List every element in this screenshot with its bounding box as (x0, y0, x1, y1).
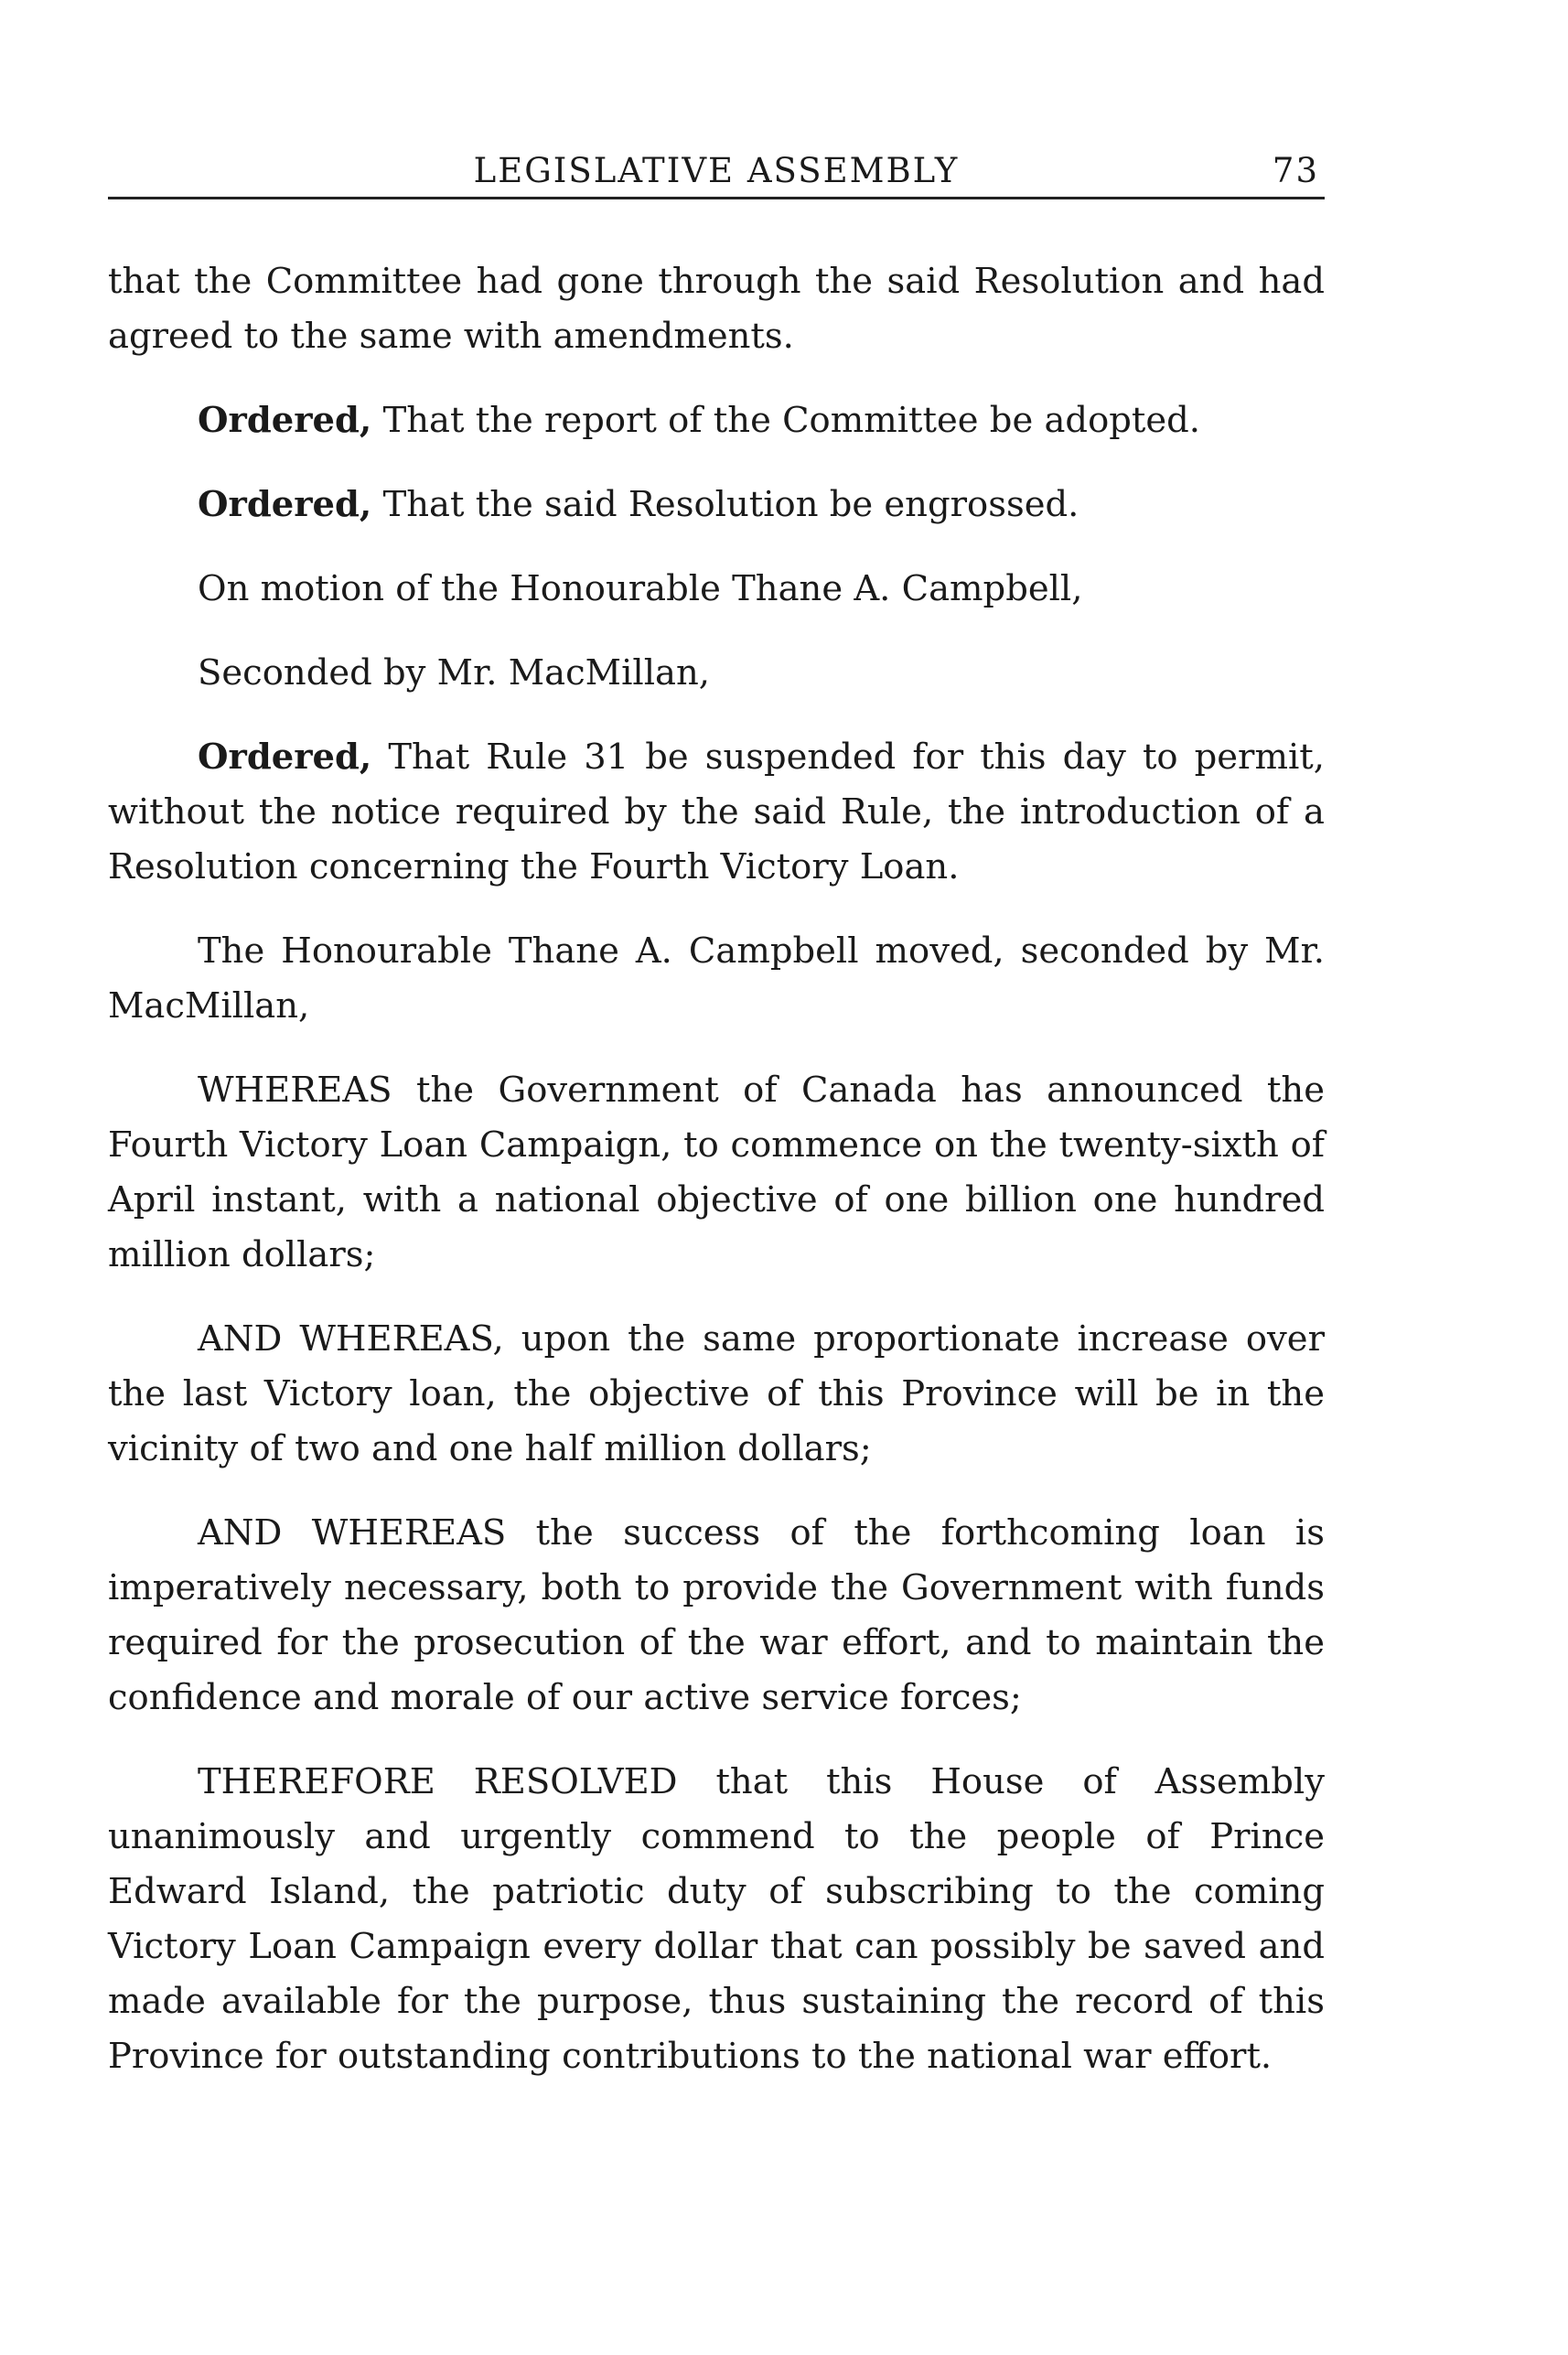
paragraph-moved (108, 924, 1325, 1034)
paragraph-resolved (108, 1755, 1325, 2084)
paragraph-text: The Honourable Thane A. Campbell moved, seconded by Mr. MacMillan, (108, 930, 1325, 1027)
paragraph-text: Seconded by Mr. MacMillan, (198, 652, 710, 694)
paragraph-whereas-3 (108, 1506, 1325, 1726)
paragraph-ordered-engross (108, 478, 1325, 532)
paragraph-text: On motion of the Honourable Thane A. Campbell, (198, 568, 1083, 609)
paragraph-text: that the Committee had gone through the said Resolution and had agreed to the same with amendments. (108, 261, 1325, 357)
paragraph-whereas-2 (108, 1312, 1325, 1477)
paragraph-ordered-adopt (108, 393, 1325, 448)
paragraph-text: AND WHEREAS the success of the forthcoming loan is imperatively necessary, both to provide the Government with funds required for the prosecution of the war effort, and to maintain the confidence and morale of our active service forces; (108, 1512, 1325, 1718)
paragraph-ordered-rule (108, 730, 1325, 895)
body-text (108, 254, 1325, 2084)
paragraph-text: AND WHEREAS, upon the same proportionate increase over the last Victory loan, the objective of this Province will be in the vicinity of two and one half million dollars; (108, 1318, 1325, 1469)
paragraph-text: THEREFORE RESOLVED that this House of Assembly unanimously and urgently commend to the people of Prince Edward Island, the patriotic duty of subscribing to the coming Victory Loan Campaign every dollar that can possibly be saved and made available for the purpose, thus sustaining the record of this Province for outstanding contributions to the national war effort. (108, 1761, 1325, 2077)
paragraph-text: That Rule 31 be suspended for this day to permit, without the notice required by the said Rule, the introduction of a Resolution concerning the Fourth Victory Loan. (108, 737, 1325, 887)
paragraph-text: That the report of the Committee be adopted. (371, 400, 1201, 441)
paragraph-lead: Ordered, (198, 484, 372, 525)
paragraph-motion (108, 562, 1325, 617)
paragraph-text: That the said Resolution be engrossed. (371, 484, 1079, 525)
page-number: 73 (1272, 151, 1319, 190)
paragraph-lead: Ordered, (198, 400, 372, 441)
paragraph-lead: Ordered, (198, 737, 372, 778)
paragraph-continuation (108, 254, 1325, 364)
document-page (108, 142, 1325, 2113)
paragraph-text: WHEREAS the Government of Canada has announced the Fourth Victory Loan Campaign, to commence on the twenty-sixth of April instant, with a national objective of one billion one hundred million dollars; (108, 1070, 1325, 1275)
paragraph-seconded (108, 646, 1325, 701)
running-header (108, 142, 1325, 199)
paragraph-whereas-1 (108, 1063, 1325, 1283)
running-title: LEGISLATIVE ASSEMBLY (473, 151, 960, 190)
